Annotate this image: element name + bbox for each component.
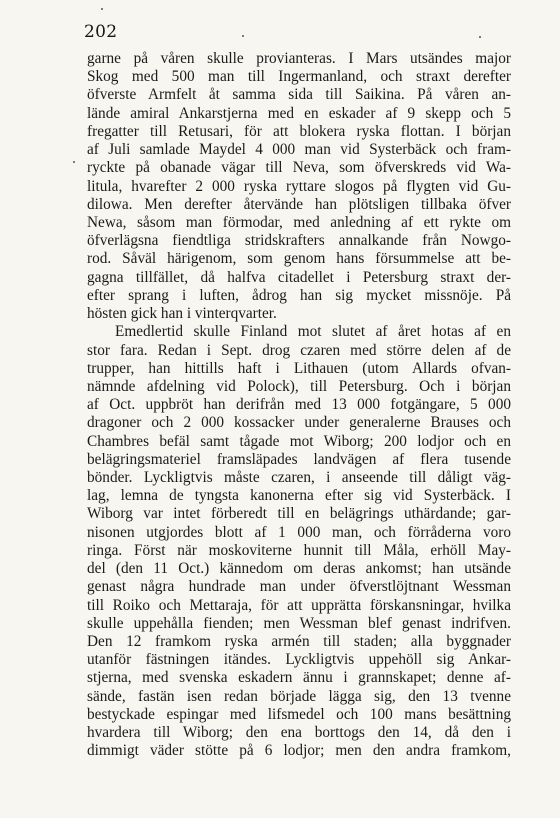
- text-line: stor fara. Redan i Sept. drog czaren med större delen af de: [87, 341, 511, 359]
- text-line: öfverlägsna fiendtliga stridskrafters annalkande från Nowgo-: [87, 232, 511, 250]
- text-line: lände amiral Ankarstjerna med en eskader af 9 skepp och 5: [87, 104, 511, 122]
- text-line: utanför fästningen itändes. Lyckligtvis uppehöll sig Ankar-: [87, 651, 511, 669]
- text-line: dimmigt väder stötte på 6 lodjor; men den andra framkom,: [87, 742, 511, 760]
- text-line: trupper, han hittills haft i Lithauen (utom Allards ofvan-: [87, 359, 511, 377]
- text-line: till Roiko och Mettaraja, för att upprätta förskansningar, hvilka: [87, 596, 511, 614]
- text-line: bestyckade espingar med lifsmedel och 100 mans besättning: [87, 705, 511, 723]
- text-line: Emedlertid skulle Finland mot slutet af året hotas af en: [115, 323, 511, 341]
- text-line: hösten gick han i vinterqvarter.: [87, 305, 277, 323]
- text-line: lag, lemna de tyngsta kanonerna efter sig vid Systerbäck. I: [87, 487, 511, 505]
- text-line: skulle uppehålla fienden; men Wessman blef genast indrifven.: [87, 614, 511, 632]
- text-line: dilowa. Men derefter återvände han plötsligen tillbaka öfver: [87, 195, 511, 213]
- text-line: rod. Såväl härigenom, som genom hans försummelse att be-: [87, 250, 511, 268]
- print-speck: [242, 35, 244, 37]
- text-line: genast några hundrade man under öfverstlöjtnant Wessman: [87, 578, 511, 596]
- text-line: Wiborg var intet förberedt till en belägrings uthärdande; gar-: [87, 505, 511, 523]
- text-line: sände, fastän isen redan började lägga sig, den 13 tvenne: [87, 687, 511, 705]
- body-text: [87, 50, 511, 761]
- text-line: bönder. Lyckligtvis måste czaren, i anseende till dåligt väg-: [87, 469, 511, 487]
- text-line: öfverste Armfelt åt samma sida till Saikina. På våren an-: [87, 86, 511, 104]
- text-line: hvardera till Wiborg; den ena borttogs den 14, då den i: [87, 724, 511, 742]
- page-number: 202: [84, 22, 118, 42]
- print-speck: [101, 8, 103, 10]
- text-line: efter sprang i luften, ådrog han sig mycket missnöje. På: [87, 286, 511, 304]
- print-speck: [479, 36, 481, 38]
- text-line: af Juli samlade Maydel 4 000 man vid Systerbäck och fram-: [87, 141, 511, 159]
- text-line: Skog med 500 man till Ingermanland, och straxt derefter: [87, 68, 511, 86]
- text-line: Den 12 framkom ryska armén till staden; alla byggnader: [87, 633, 511, 650]
- text-line: dragoner och 2 000 kossacker under generalerne Brauses och: [87, 414, 511, 432]
- text-line: Newa, såsom man förmodar, med anledning af ett rykte om: [87, 213, 511, 231]
- text-line: fregatter till Retusari, för att blokera ryska flottan. I början: [87, 122, 511, 140]
- text-line: Chambres befäl samt tågade mot Wiborg; 200 lodjor och en: [87, 432, 511, 450]
- text-line: del (den 11 Oct.) kännedom om deras ankomst; han utsände: [87, 560, 511, 578]
- text-line: garne på våren skulle provianteras. I Mars utsändes major: [87, 50, 511, 67]
- text-line: nämnde afdelning vid Polock), till Petersburg. Och i början: [87, 377, 511, 395]
- text-line: stjerna, med svenska eskadern ännu i grannskapet; denne af-: [87, 669, 511, 687]
- text-line: ryckte på obanade vägar till Neva, som öfverskreds vid Wa-: [87, 159, 511, 177]
- text-line: belägringsmateriel framsläpades landvägen af flera tusende: [87, 450, 511, 468]
- text-line: ringa. Först när moskoviterne hunnit till Måla, erhöll May-: [87, 541, 511, 559]
- text-line: gagna tillfället, då halfva citadellet i Petersburg straxt der-: [87, 268, 511, 286]
- text-line: nisonen utgjordes blott af 1 000 man, och förråderna voro: [87, 523, 511, 541]
- print-speck: [73, 161, 75, 163]
- text-line: af Oct. uppbröt han derifrån med 13 000 fotgängare, 5 000: [87, 396, 511, 414]
- text-line: litula, hvarefter 2 000 ryska ryttare slogos på flygten vid Gu-: [87, 177, 511, 195]
